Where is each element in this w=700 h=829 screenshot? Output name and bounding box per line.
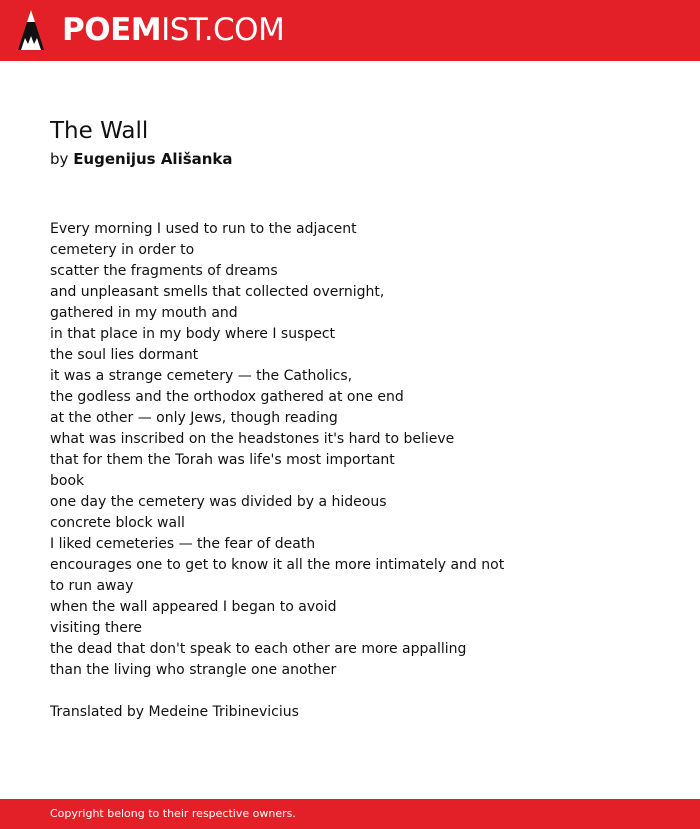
translator-credit: Translated by Medeine Tribinevicius bbox=[50, 704, 299, 720]
brand-bold: POEM bbox=[62, 12, 162, 48]
site-logo-text[interactable] bbox=[62, 12, 284, 48]
poem-line: I liked cemeteries — the fear of death bbox=[50, 536, 316, 552]
poem-line: encourages one to get to know it all the more intimately and not bbox=[50, 557, 505, 573]
poem-line: scatter the fragments of dreams bbox=[50, 263, 278, 279]
poem-body bbox=[50, 219, 650, 681]
by-label: by bbox=[50, 150, 69, 168]
poem-line: cemetery in order to bbox=[50, 242, 195, 258]
copyright-text: Copyright belong to their respective owners. bbox=[50, 807, 296, 820]
poem-line: visiting there bbox=[50, 620, 142, 636]
poem-line: concrete block wall bbox=[50, 515, 185, 531]
site-header bbox=[0, 0, 700, 61]
poem-line: the dead that don't speak to each other are more appalling bbox=[50, 641, 467, 657]
poem-line: it was a strange cemetery — the Catholics, bbox=[50, 368, 353, 384]
poem-line: in that place in my body where I suspect bbox=[50, 326, 336, 342]
poem-line: Every morning I used to run to the adjacent bbox=[50, 221, 357, 237]
poem-line: when the wall appeared I began to avoid bbox=[50, 599, 337, 615]
poem-line: the godless and the orthodox gathered at one end bbox=[50, 389, 404, 405]
site-footer bbox=[0, 799, 700, 829]
poem-line: to run away bbox=[50, 578, 134, 594]
author-name: Eugenijus Ališanka bbox=[73, 150, 233, 168]
poem-byline bbox=[50, 149, 233, 169]
poem-line: book bbox=[50, 473, 85, 489]
pencil-icon[interactable] bbox=[18, 10, 44, 50]
poem-line: at the other — only Jews, though reading bbox=[50, 410, 338, 426]
poem-title: The Wall bbox=[50, 118, 149, 144]
poem-line: one day the cemetery was divided by a hideous bbox=[50, 494, 387, 510]
poem-line: gathered in my mouth and bbox=[50, 305, 238, 321]
brand-light: IST.COM bbox=[161, 12, 285, 48]
poem-line: and unpleasant smells that collected overnight, bbox=[50, 284, 385, 300]
poem-line: the soul lies dormant bbox=[50, 347, 199, 363]
poem-line: that for them the Torah was life's most important bbox=[50, 452, 395, 468]
poem-line: than the living who strangle one another bbox=[50, 662, 337, 678]
poem-line: what was inscribed on the headstones it's hard to believe bbox=[50, 431, 455, 447]
